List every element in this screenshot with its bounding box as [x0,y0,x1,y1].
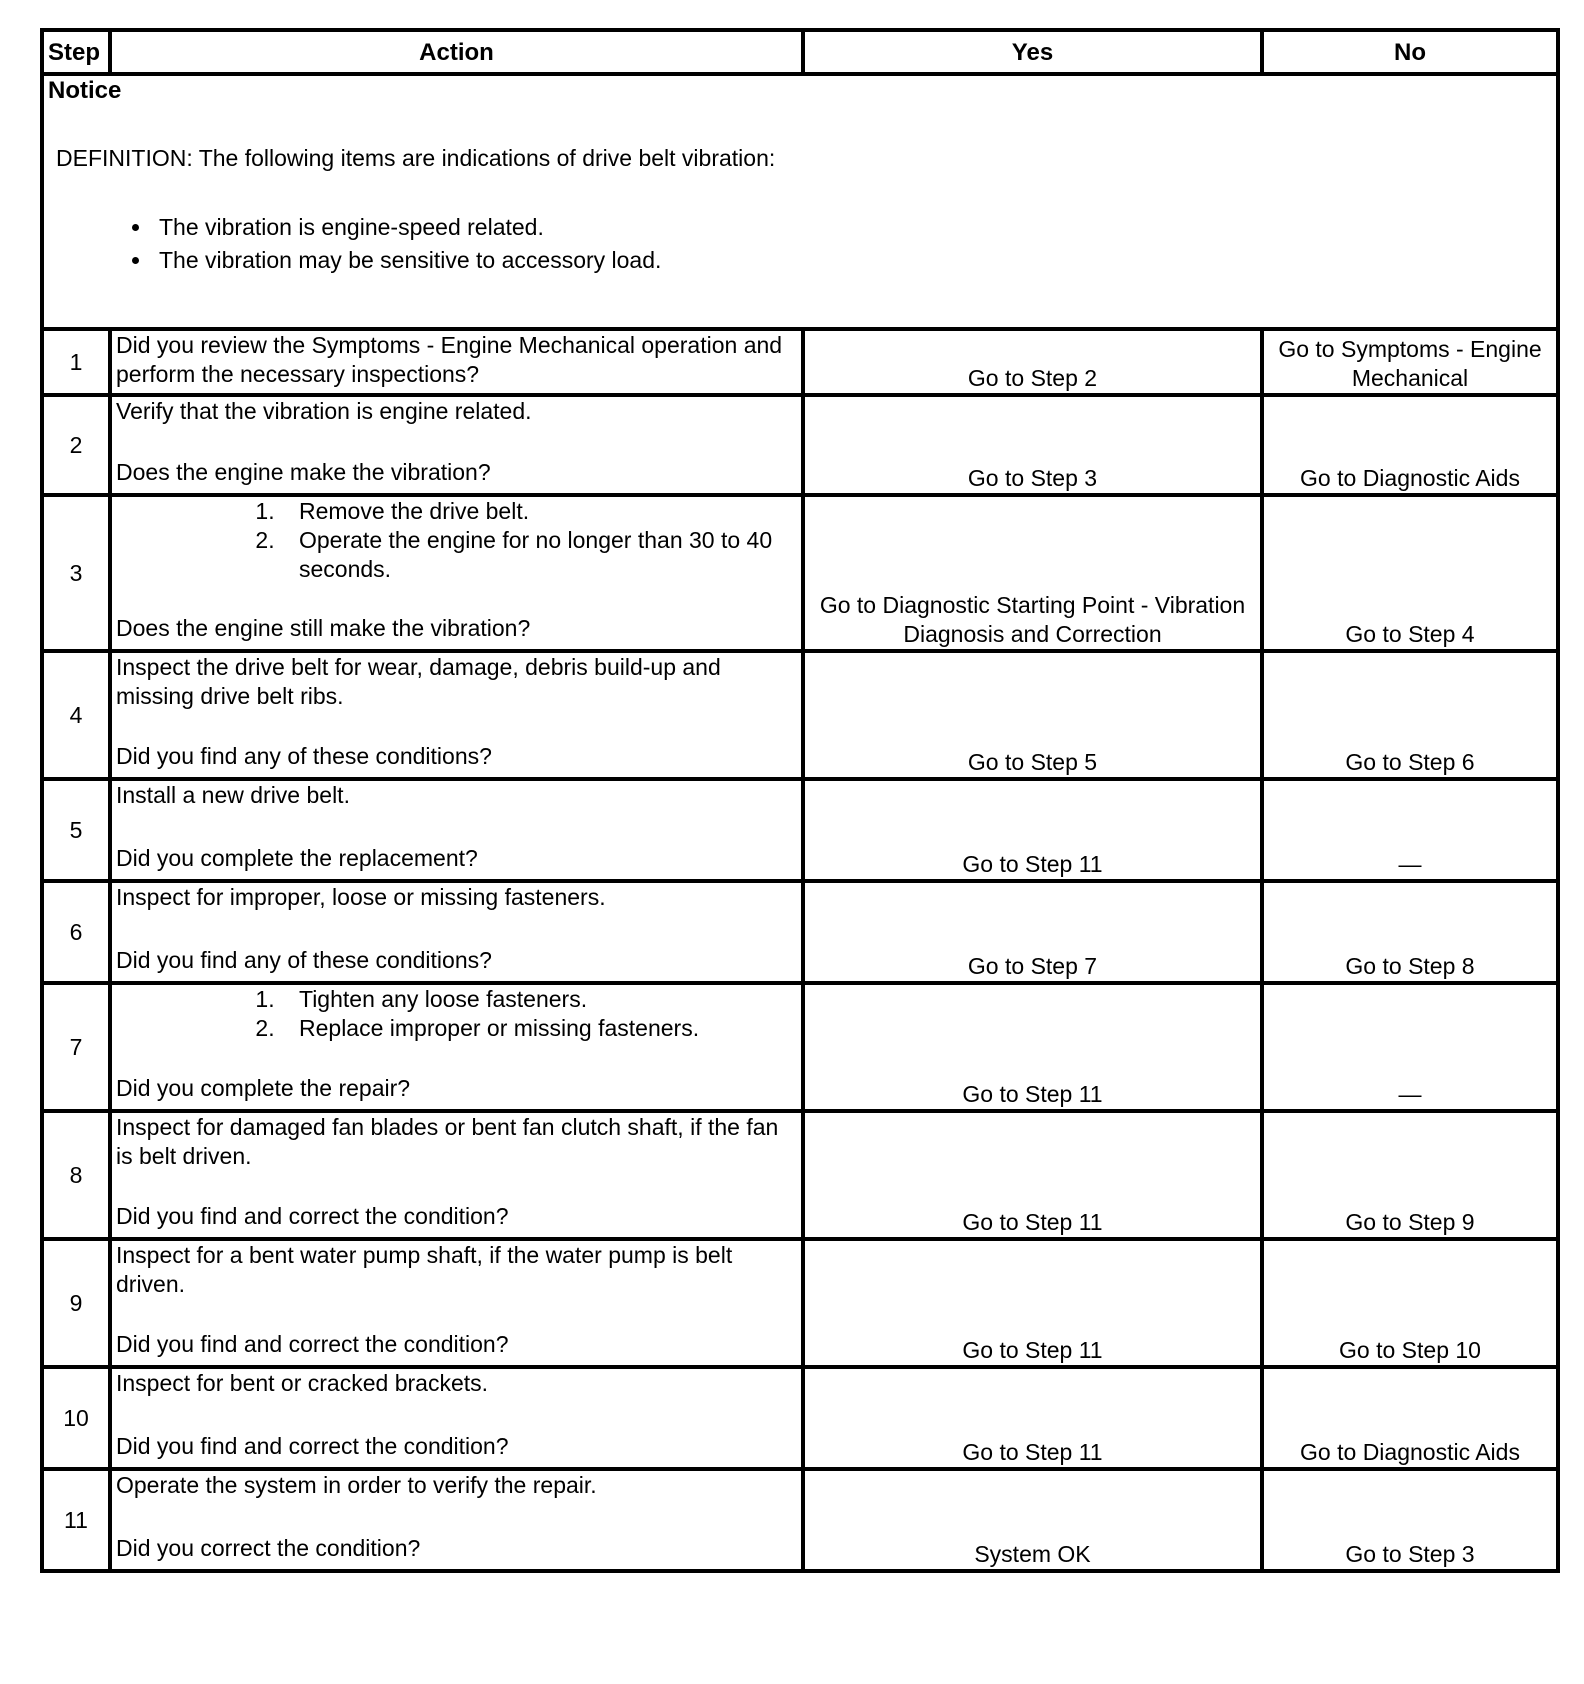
action-question: Did you find any of these conditions? [116,743,492,769]
no-result: Go to Step 10 [1262,1239,1558,1367]
action-text: Inspect for improper, loose or missing fasteners. [116,884,606,910]
table-row [42,395,1558,495]
action-text: Did you review the Symptoms - Engine Mechanical operation and perform the necessary inspections? [116,332,783,387]
notice-row [42,74,1558,329]
step-number: 3 [42,495,110,651]
no-result: Go to Step 9 [1262,1111,1558,1239]
action-cell [110,1111,803,1239]
action-question: Did you complete the repair? [116,1075,411,1101]
action-step-item: 1. Tighten any loose fasteners. [281,985,797,1014]
action-cell [110,329,803,395]
action-text: Install a new drive belt. [116,782,350,808]
step-number: 9 [42,1239,110,1367]
action-cell [110,495,803,651]
action-cell [110,983,803,1111]
action-text: Inspect for bent or cracked brackets. [116,1370,489,1396]
action-steps-list [116,985,797,1043]
action-spacer [116,1171,797,1202]
action-question: Did you find and correct the condition? [116,1331,509,1357]
action-spacer [116,912,797,946]
action-spacer [116,810,797,844]
action-cell [110,1469,803,1571]
action-cell [110,395,803,495]
action-content [116,781,797,873]
no-result: — [1262,779,1558,881]
action-content [116,497,797,643]
yes-result: Go to Diagnostic Starting Point - Vibration Diagnosis and Correction [803,495,1262,651]
step-number: 4 [42,651,110,779]
table-row [42,881,1558,983]
header-action: Action [110,30,803,74]
yes-result: Go to Step 11 [803,1367,1262,1469]
action-question: Does the engine still make the vibration? [116,615,531,641]
action-content [116,1369,797,1461]
action-text: Inspect the drive belt for wear, damage, debris build-up and missing drive belt ribs. [116,654,721,709]
no-result: Go to Symptoms - Engine Mechanical [1262,329,1558,395]
action-content [116,883,797,975]
action-text: Inspect for a bent water pump shaft, if the water pump is belt driven. [116,1242,733,1297]
no-result: Go to Diagnostic Aids [1262,1367,1558,1469]
table-row [42,1469,1558,1571]
action-steps-list [116,497,797,584]
action-spacer [116,1398,797,1432]
action-cell [110,881,803,983]
table-row [42,983,1558,1111]
no-result: Go to Step 4 [1262,495,1558,651]
table-row [42,651,1558,779]
action-spacer [116,1500,797,1534]
table-row [42,1239,1558,1367]
notice-definition: DEFINITION: The following items are indications of drive belt vibration: [56,145,776,171]
yes-result: Go to Step 11 [803,1239,1262,1367]
action-content [116,1241,797,1359]
step-number: 11 [42,1469,110,1571]
action-content [116,985,797,1103]
action-spacer [116,426,797,458]
action-cell [110,1239,803,1367]
step-number: 8 [42,1111,110,1239]
yes-result: System OK [803,1469,1262,1571]
notice-title: Notice [48,77,122,104]
action-step-item: 2. Replace improper or missing fasteners. [281,1014,797,1043]
action-spacer [116,584,797,614]
action-content [116,653,797,771]
step-number: 7 [42,983,110,1111]
table-row [42,1111,1558,1239]
action-content [116,1113,797,1231]
step-number: 10 [42,1367,110,1469]
notice-bullet: • The vibration may be sensitive to accessory load. [153,244,1552,277]
action-text: Inspect for damaged fan blades or bent fan clutch shaft, if the fan is belt driven. [116,1114,779,1169]
yes-result: Go to Step 2 [803,329,1262,395]
action-question: Did you find and correct the condition? [116,1433,509,1459]
action-question: Did you correct the condition? [116,1535,421,1561]
no-result: Go to Step 8 [1262,881,1558,983]
notice-bullet: • The vibration is engine-speed related. [153,211,1552,244]
action-text: Operate the system in order to verify the repair. [116,1472,597,1498]
yes-result: Go to Step 5 [803,651,1262,779]
action-question: Did you find any of these conditions? [116,947,492,973]
yes-result: Go to Step 11 [803,983,1262,1111]
action-cell [110,779,803,881]
action-step-item: 2. Operate the engine for no longer than 30 to 40 seconds. [281,526,797,584]
yes-result: Go to Step 11 [803,1111,1262,1239]
yes-result: Go to Step 11 [803,779,1262,881]
action-spacer [116,711,797,742]
step-number: 2 [42,395,110,495]
action-question: Does the engine make the vibration? [116,459,491,485]
no-result: Go to Diagnostic Aids [1262,395,1558,495]
header-yes: Yes [803,30,1262,74]
yes-result: Go to Step 7 [803,881,1262,983]
table-row [42,1367,1558,1469]
action-content [116,397,797,487]
header-no: No [1262,30,1558,74]
action-cell [110,651,803,779]
step-number: 1 [42,329,110,395]
table-row [42,495,1558,651]
action-step-item: 1. Remove the drive belt. [281,497,797,526]
action-spacer [116,1043,797,1074]
no-result: Go to Step 6 [1262,651,1558,779]
action-content [116,331,797,387]
action-cell [110,1367,803,1469]
action-spacer [116,1299,797,1330]
action-question: Did you find and correct the condition? [116,1203,509,1229]
notice-bullet-list [48,211,1552,277]
header-row [42,30,1558,74]
no-result: Go to Step 3 [1262,1469,1558,1571]
diagnostic-table [40,28,1560,1573]
table-row [42,329,1558,395]
header-step: Step [42,30,110,74]
step-number: 6 [42,881,110,983]
action-text: Verify that the vibration is engine related. [116,398,532,424]
table-row [42,779,1558,881]
step-number: 5 [42,779,110,881]
notice-cell [42,74,1558,329]
no-result: — [1262,983,1558,1111]
action-question: Did you complete the replacement? [116,845,478,871]
action-content [116,1471,797,1563]
yes-result: Go to Step 3 [803,395,1262,495]
